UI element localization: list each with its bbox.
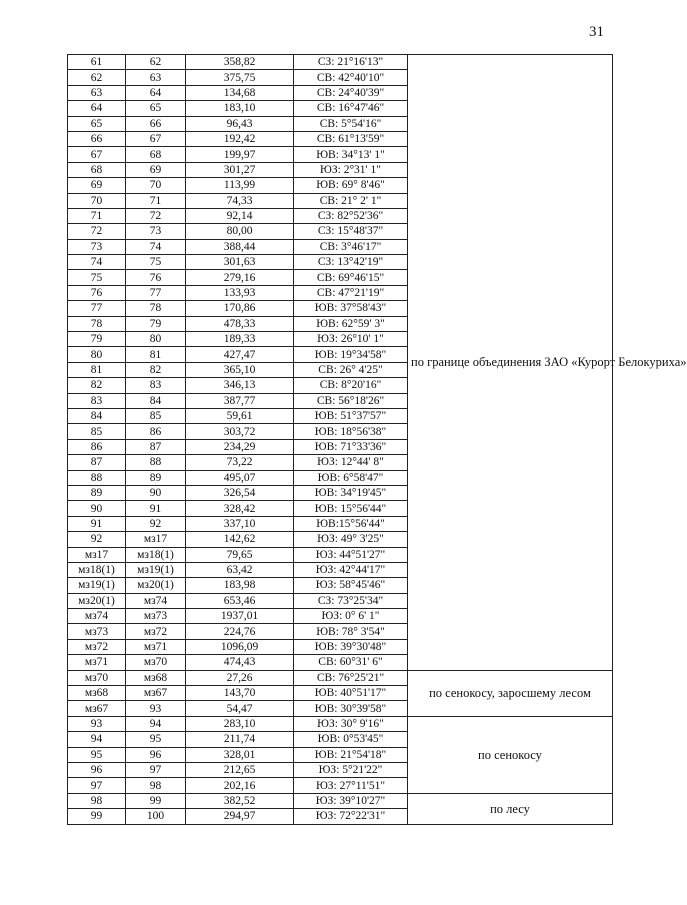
from-point-cell: 86 [68, 439, 126, 454]
bearing-cell: ЮЗ: 12°44' 8" [294, 455, 408, 470]
boundary-table [67, 54, 687, 825]
bearing-cell: СЗ: 21°16'13" [294, 55, 408, 70]
to-point-cell: 89 [126, 470, 186, 485]
from-point-cell: 79 [68, 332, 126, 347]
bearing-cell: СВ: 69°46'15" [294, 270, 408, 285]
from-point-cell: 77 [68, 301, 126, 316]
to-point-cell: 72 [126, 208, 186, 223]
from-point-cell: 70 [68, 193, 126, 208]
length-cell: 80,00 [186, 224, 294, 239]
to-point-cell: 99 [126, 793, 186, 808]
table-row [68, 55, 613, 70]
length-cell: 183,10 [186, 101, 294, 116]
from-point-cell: 74 [68, 255, 126, 270]
from-point-cell: 63 [68, 85, 126, 100]
length-cell: 283,10 [186, 716, 294, 731]
from-point-cell: 72 [68, 224, 126, 239]
to-point-cell: 94 [126, 716, 186, 731]
bearing-cell: ЮВ:15°56'44" [294, 516, 408, 531]
to-point-cell: мз19(1) [126, 562, 186, 577]
from-point-cell: 66 [68, 131, 126, 146]
table-row [68, 670, 613, 685]
bearing-cell: ЮЗ: 2°31' 1" [294, 162, 408, 177]
to-point-cell: мз73 [126, 609, 186, 624]
from-point-cell: 69 [68, 178, 126, 193]
bearing-cell: СВ: 60°31' 6" [294, 655, 408, 670]
bearing-cell: ЮЗ: 72°22'31" [294, 809, 408, 824]
from-point-cell: 73 [68, 239, 126, 254]
bearing-cell: ЮЗ: 42°44'17" [294, 562, 408, 577]
boundary-description-cell: по сенокосу [408, 716, 613, 793]
length-cell: 388,44 [186, 239, 294, 254]
length-cell: 142,62 [186, 532, 294, 547]
to-point-cell: 100 [126, 809, 186, 824]
bearing-cell: ЮЗ: 27°11'51" [294, 778, 408, 793]
from-point-cell: 95 [68, 747, 126, 762]
length-cell: 224,76 [186, 624, 294, 639]
length-cell: 365,10 [186, 362, 294, 377]
from-point-cell: 64 [68, 101, 126, 116]
from-point-cell: 99 [68, 809, 126, 824]
from-point-cell: 71 [68, 208, 126, 223]
from-point-cell: 75 [68, 270, 126, 285]
length-cell: 478,33 [186, 316, 294, 331]
from-point-cell: 83 [68, 393, 126, 408]
to-point-cell: 97 [126, 762, 186, 777]
length-cell: 653,46 [186, 593, 294, 608]
from-point-cell: мз17 [68, 547, 126, 562]
length-cell: 328,01 [186, 747, 294, 762]
from-point-cell: 98 [68, 793, 126, 808]
length-cell: 234,29 [186, 439, 294, 454]
length-cell: 212,65 [186, 762, 294, 777]
from-point-cell: 81 [68, 362, 126, 377]
bearing-cell: СВ: 21° 2' 1" [294, 193, 408, 208]
bearing-cell: ЮВ: 0°53'45" [294, 732, 408, 747]
from-point-cell: 68 [68, 162, 126, 177]
length-cell: 301,27 [186, 162, 294, 177]
from-point-cell: мз71 [68, 655, 126, 670]
bearing-cell: СВ: 42°40'10" [294, 70, 408, 85]
from-point-cell: мз74 [68, 609, 126, 624]
length-cell: 189,33 [186, 332, 294, 347]
from-point-cell: 93 [68, 716, 126, 731]
bearing-cell: ЮВ: 34°19'45" [294, 485, 408, 500]
length-cell: 92,14 [186, 208, 294, 223]
bearing-cell: ЮВ: 21°54'18" [294, 747, 408, 762]
bearing-cell: ЮЗ: 5°21'22" [294, 762, 408, 777]
from-point-cell: 65 [68, 116, 126, 131]
from-point-cell: мз73 [68, 624, 126, 639]
to-point-cell: 85 [126, 408, 186, 423]
bearing-cell: ЮЗ: 39°10'27" [294, 793, 408, 808]
length-cell: 301,63 [186, 255, 294, 270]
length-cell: 183,98 [186, 578, 294, 593]
from-point-cell: мз67 [68, 701, 126, 716]
to-point-cell: 75 [126, 255, 186, 270]
from-point-cell: 97 [68, 778, 126, 793]
length-cell: 59,61 [186, 408, 294, 423]
from-point-cell: 80 [68, 347, 126, 362]
to-point-cell: мз20(1) [126, 578, 186, 593]
bearing-cell: СЗ: 13°42'19" [294, 255, 408, 270]
from-point-cell: 62 [68, 70, 126, 85]
to-point-cell: мз71 [126, 639, 186, 654]
from-point-cell: 89 [68, 485, 126, 500]
bearing-cell: СВ: 76°25'21" [294, 670, 408, 685]
bearing-cell: СВ: 5°54'16" [294, 116, 408, 131]
bearing-cell: СВ: 26° 4'25" [294, 362, 408, 377]
to-point-cell: 95 [126, 732, 186, 747]
length-cell: 54,47 [186, 701, 294, 716]
to-point-cell: 71 [126, 193, 186, 208]
length-cell: 170,86 [186, 301, 294, 316]
to-point-cell: мз70 [126, 655, 186, 670]
to-point-cell: мз67 [126, 686, 186, 701]
from-point-cell: мз20(1) [68, 593, 126, 608]
bearing-cell: ЮВ: 30°39'58" [294, 701, 408, 716]
bearing-cell: ЮЗ: 26°10' 1" [294, 332, 408, 347]
to-point-cell: 76 [126, 270, 186, 285]
from-point-cell: 92 [68, 532, 126, 547]
length-cell: 133,93 [186, 285, 294, 300]
length-cell: 303,72 [186, 424, 294, 439]
bearing-cell: СВ: 61°13'59" [294, 131, 408, 146]
length-cell: 1937,01 [186, 609, 294, 624]
boundary-table-body [68, 55, 687, 825]
bearing-cell: ЮВ: 18°56'38" [294, 424, 408, 439]
to-point-cell: 74 [126, 239, 186, 254]
bearing-cell: ЮВ: 51°37'57" [294, 408, 408, 423]
bearing-cell: ЮЗ: 0° 6' 1" [294, 609, 408, 624]
to-point-cell: 73 [126, 224, 186, 239]
from-point-cell: 84 [68, 408, 126, 423]
from-point-cell: 96 [68, 762, 126, 777]
length-cell: 375,75 [186, 70, 294, 85]
from-point-cell: мз72 [68, 639, 126, 654]
to-point-cell: 69 [126, 162, 186, 177]
to-point-cell: 88 [126, 455, 186, 470]
from-point-cell: 87 [68, 455, 126, 470]
length-cell: 79,65 [186, 547, 294, 562]
length-cell: 346,13 [186, 378, 294, 393]
length-cell: 113,99 [186, 178, 294, 193]
to-point-cell: 82 [126, 362, 186, 377]
table-row [68, 716, 613, 731]
bearing-cell: СЗ: 82°52'36" [294, 208, 408, 223]
bearing-cell: СВ: 24°40'39" [294, 85, 408, 100]
length-cell: 427,47 [186, 347, 294, 362]
bearing-cell: ЮВ: 71°33'36" [294, 439, 408, 454]
to-point-cell: 63 [126, 70, 186, 85]
from-point-cell: 90 [68, 501, 126, 516]
length-cell: 211,74 [186, 732, 294, 747]
length-cell: 279,16 [186, 270, 294, 285]
bearing-cell: СЗ: 73°25'34" [294, 593, 408, 608]
from-point-cell: 85 [68, 424, 126, 439]
bearing-cell: ЮВ: 69° 8'46" [294, 178, 408, 193]
to-point-cell: 70 [126, 178, 186, 193]
from-point-cell: 91 [68, 516, 126, 531]
to-point-cell: 93 [126, 701, 186, 716]
length-cell: 337,10 [186, 516, 294, 531]
to-point-cell: 91 [126, 501, 186, 516]
bearing-cell: ЮЗ: 58°45'46" [294, 578, 408, 593]
to-point-cell: мз68 [126, 670, 186, 685]
bearing-cell: ЮВ: 37°58'43" [294, 301, 408, 316]
from-point-cell: 78 [68, 316, 126, 331]
length-cell: 387,77 [186, 393, 294, 408]
bearing-cell: ЮЗ: 44°51'27" [294, 547, 408, 562]
to-point-cell: 64 [126, 85, 186, 100]
length-cell: 328,42 [186, 501, 294, 516]
bearing-cell: СЗ: 15°48'37" [294, 224, 408, 239]
length-cell: 382,52 [186, 793, 294, 808]
bearing-cell: ЮВ: 39°30'48" [294, 639, 408, 654]
length-cell: 143,70 [186, 686, 294, 701]
to-point-cell: 67 [126, 131, 186, 146]
table-row [68, 793, 613, 808]
length-cell: 199,97 [186, 147, 294, 162]
to-point-cell: 68 [126, 147, 186, 162]
to-point-cell: 66 [126, 116, 186, 131]
length-cell: 96,43 [186, 116, 294, 131]
bearing-cell: СВ: 3°46'17" [294, 239, 408, 254]
length-cell: 202,16 [186, 778, 294, 793]
from-point-cell: мз68 [68, 686, 126, 701]
length-cell: 192,42 [186, 131, 294, 146]
length-cell: 27,26 [186, 670, 294, 685]
page-number: 31 [589, 24, 604, 40]
to-point-cell: 90 [126, 485, 186, 500]
to-point-cell: мз74 [126, 593, 186, 608]
boundary-description-cell: по лесу [408, 793, 613, 824]
from-point-cell: 76 [68, 285, 126, 300]
from-point-cell: мз70 [68, 670, 126, 685]
to-point-cell: 87 [126, 439, 186, 454]
from-point-cell: 94 [68, 732, 126, 747]
length-cell: 134,68 [186, 85, 294, 100]
to-point-cell: 80 [126, 332, 186, 347]
length-cell: 74,33 [186, 193, 294, 208]
to-point-cell: 98 [126, 778, 186, 793]
from-point-cell: 61 [68, 55, 126, 70]
length-cell: 326,54 [186, 485, 294, 500]
length-cell: 474,43 [186, 655, 294, 670]
to-point-cell: 62 [126, 55, 186, 70]
bearing-cell: СВ: 56°18'26" [294, 393, 408, 408]
from-point-cell: мз19(1) [68, 578, 126, 593]
length-cell: 495,07 [186, 470, 294, 485]
bearing-cell: СВ: 8°20'16" [294, 378, 408, 393]
bearing-cell: ЮВ: 19°34'58" [294, 347, 408, 362]
from-point-cell: 67 [68, 147, 126, 162]
bearing-cell: ЮВ: 15°56'44" [294, 501, 408, 516]
bearing-cell: ЮВ: 34°13' 1" [294, 147, 408, 162]
bearing-cell: СВ: 47°21'19" [294, 285, 408, 300]
to-point-cell: 65 [126, 101, 186, 116]
bearing-cell: СВ: 16°47'46" [294, 101, 408, 116]
to-point-cell: 83 [126, 378, 186, 393]
bearing-cell: ЮВ: 6°58'47" [294, 470, 408, 485]
from-point-cell: 82 [68, 378, 126, 393]
boundary-description-cell: по границе объединения ЗАО «Курорт Белокуриха» [408, 55, 613, 671]
to-point-cell: мз18(1) [126, 547, 186, 562]
from-point-cell: мз18(1) [68, 562, 126, 577]
to-point-cell: 81 [126, 347, 186, 362]
bearing-cell: ЮВ: 78° 3'54" [294, 624, 408, 639]
from-point-cell: 88 [68, 470, 126, 485]
to-point-cell: 79 [126, 316, 186, 331]
bearing-cell: ЮВ: 62°59' 3" [294, 316, 408, 331]
boundary-description-cell: по сенокосу, заросшему лесом [408, 670, 613, 716]
to-point-cell: мз17 [126, 532, 186, 547]
length-cell: 294,97 [186, 809, 294, 824]
to-point-cell: 77 [126, 285, 186, 300]
bearing-cell: ЮЗ: 30° 9'16" [294, 716, 408, 731]
length-cell: 63,42 [186, 562, 294, 577]
bearing-cell: ЮЗ: 49° 3'25" [294, 532, 408, 547]
to-point-cell: 92 [126, 516, 186, 531]
to-point-cell: 78 [126, 301, 186, 316]
length-cell: 358,82 [186, 55, 294, 70]
to-point-cell: 86 [126, 424, 186, 439]
length-cell: 73,22 [186, 455, 294, 470]
bearing-cell: ЮВ: 40°51'17" [294, 686, 408, 701]
to-point-cell: 84 [126, 393, 186, 408]
length-cell: 1096,09 [186, 639, 294, 654]
to-point-cell: 96 [126, 747, 186, 762]
to-point-cell: мз72 [126, 624, 186, 639]
